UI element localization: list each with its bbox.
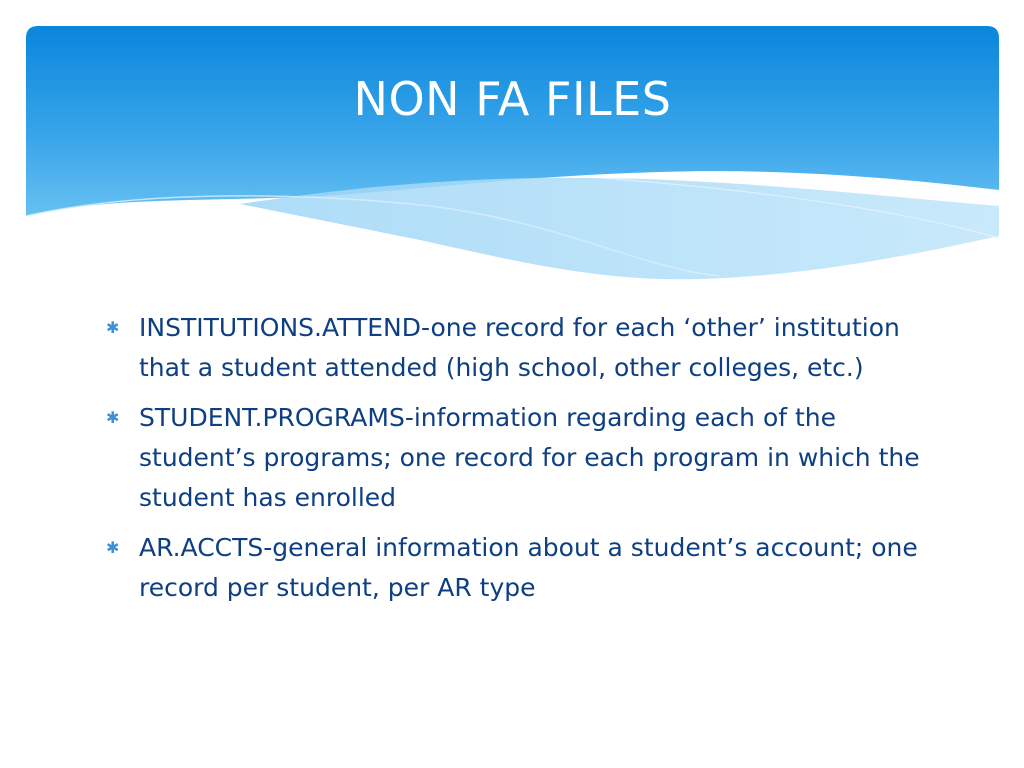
list-item <box>104 308 924 388</box>
bullet-text: INSTITUTIONS.ATTEND-one record for each ‘other’ institution that a student attended (high school, other colleges, etc.) <box>139 313 900 382</box>
list-item <box>104 528 924 608</box>
bullet-list <box>104 308 924 618</box>
header-wave-banner <box>0 0 1024 290</box>
asterisk-icon: ✱ <box>106 408 120 427</box>
slide-title: NON FA FILES <box>353 72 672 126</box>
bullet-text: STUDENT.PROGRAMS-information regarding each of the student’s programs; one record for each program in which the student has enrolled <box>139 403 920 512</box>
bullet-text: AR.ACCTS-general information about a student’s account; one record per student, per AR type <box>139 533 918 602</box>
asterisk-icon: ✱ <box>106 538 120 557</box>
list-item <box>104 398 924 518</box>
asterisk-icon: ✱ <box>106 318 120 337</box>
